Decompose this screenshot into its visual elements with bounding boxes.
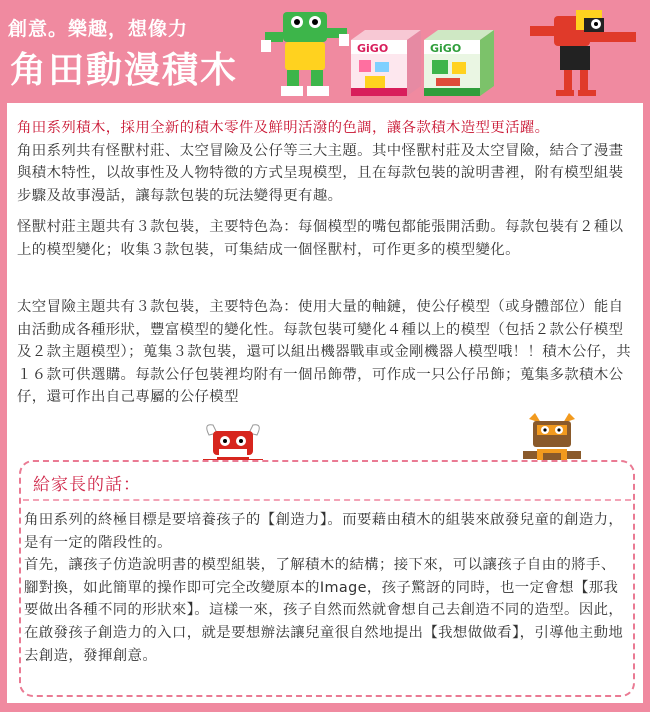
parents-note-divider <box>23 499 631 501</box>
parents-note-title: 給家長的話： <box>33 475 141 495</box>
parents-note-text <box>24 509 630 667</box>
parents-note-para1: 角田系列的終極目標是要培養孩子的【創造力】。而要藉由積木的組裝來啟發兒童的創造力，是有一定的階段性的。 <box>24 512 624 551</box>
intro-paragraph <box>17 117 633 207</box>
box-brand-label: GiGO <box>357 42 389 55</box>
green-block-robot-icon <box>255 4 355 100</box>
space-adventure-paragraph: 太空冒險主題共有３款包裝，主要特色為：使用大量的軸鏈，使公仔模型（或身體部位）能自由活動成各種形狀，豐富模型的變化性。每款包裝可變化４種以上的模型（包括２款公仔模型及２款主題模型）；蒐集３款包裝，還可以組出機器戰車或金剛機器人模型哦！！積木公仔，共１６款可供選購。每款公仔包裝裡均附有一個吊飾帶，可作成一只公仔吊飾；蒐集多款積木公仔，還可作出自己專屬的公仔模型 <box>17 299 632 406</box>
parents-note-para2: 首先，讓孩子仿造說明書的模型組裝，了解積木的結構；接下來，可以讓孩子自由的將手、腳對換，如此簡單的操作即可完全改變原本的Image，孩子驚訝的同時，也一定會想【那我要做出各種不同的形狀來】。這樣一來，孩子自然而然就會想自己去創造不同的造型。因此，在啟發孩子創造力的入口，就是要想辦法讓兒童很自然地提出【我想做做看】，引導他主動地去創造，發揮創意。 <box>24 557 624 664</box>
parents-note-box <box>19 460 635 697</box>
page-title: 角田動漫積木 <box>10 50 239 91</box>
monster-village-paragraph: 怪獸村莊主題共有３款包裝，主要特色為：每個模型的嘴包都能張開活動。每款包裝有２種以上的模型變化；收集３款包裝，可集結成一個怪獸村，可作更多的模型變化。 <box>17 219 624 258</box>
content-panel <box>7 103 643 703</box>
slogan: 創意。樂趣，想像力 <box>8 18 189 40</box>
intro-body: 角田系列共有怪獸村莊、太空冒險及公仔等三大主題。其中怪獸村莊及太空冒險，結合了漫畫與積木特性，以故事性及人物特徵的方式呈現模型，且在每款包裝的說明書裡，附有模型組裝步驟及故事漫話，讓每款包裝的玩法變得更有趣。 <box>17 142 624 204</box>
gigo-product-box-icon <box>418 26 500 98</box>
gigo-product-box-icon <box>345 26 427 98</box>
page-header <box>0 0 650 100</box>
red-toucan-block-icon <box>520 2 648 100</box>
box-badge-label: GiGO <box>430 42 462 55</box>
intro-highlight: 角田系列積木，採用全新的積木零件及鮮明活潑的色調，讓各款積木造型更活躍。 <box>17 120 550 136</box>
